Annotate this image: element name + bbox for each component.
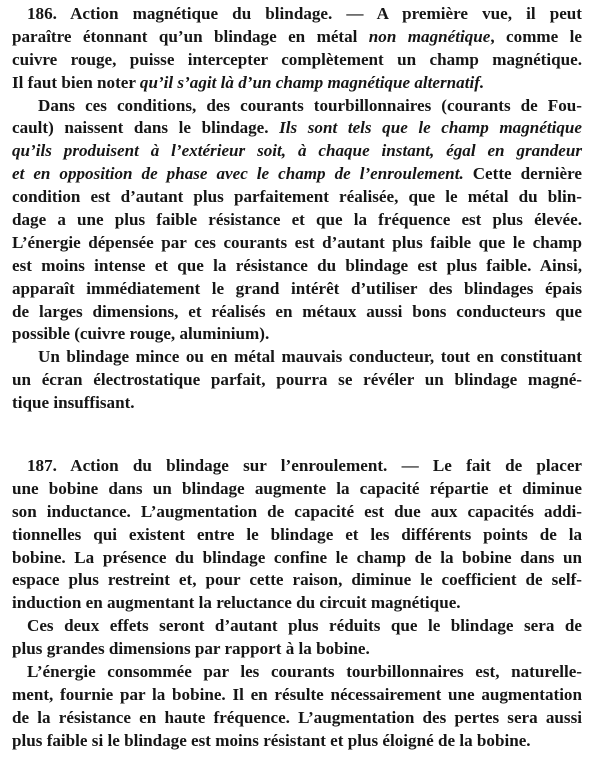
- text-line: [12, 478, 582, 501]
- body-text: cuivre rouge, puisse intercepter complètement un champ magnétique.: [12, 49, 582, 69]
- text-line: [12, 661, 582, 684]
- body-text: L’énergie dépensée par ces courants est d’autant plus faible que le champ: [12, 232, 582, 252]
- text-line: [12, 392, 582, 415]
- body-text: une bobine dans un blindage augmente la capacité répartie et diminue: [12, 478, 582, 498]
- body-text: tionnelles qui existent entre le blindage et les différents points de la: [12, 524, 582, 544]
- text-line: [12, 232, 582, 255]
- text-line: [12, 615, 582, 638]
- body-text: bobine. La présence du blindage confine le champ de la bobine dans un: [12, 547, 582, 567]
- emphasis-text: non magnétique: [368, 26, 491, 46]
- text-line: [12, 369, 582, 392]
- body-text: dage a une plus faible résistance et que la fréquence est plus élevée.: [12, 210, 582, 230]
- section-186: [12, 3, 582, 415]
- body-text: de larges dimensions, et réalisés en métaux aussi bons conducteurs que: [12, 301, 582, 321]
- text-line: [12, 547, 582, 570]
- text-line: [12, 501, 582, 524]
- body-text: Dans ces conditions, des courants tourbillonnaires (courants de Fou-: [38, 95, 582, 115]
- body-text: Il faut bien noter: [12, 72, 140, 92]
- body-text: tique insuffisant.: [12, 393, 135, 413]
- body-text: , comme le: [490, 26, 582, 46]
- text-line: [12, 638, 582, 661]
- text-line: [12, 707, 582, 730]
- text-line: [12, 95, 582, 118]
- section-heading: 186. Action magnétique du blindage.: [27, 4, 333, 23]
- body-text: condition est d’autant plus parfaitement réalisée, que le métal du blin-: [12, 187, 582, 207]
- body-text: un écran électrostatique parfait, pourra se révéler un blindage magné-: [12, 370, 582, 390]
- body-text: espace plus restreint et, pour cette raison, diminue le coefficient de self-: [12, 570, 582, 590]
- text-line: [12, 569, 582, 592]
- section-187: [12, 455, 582, 753]
- section-heading: 187. Action du blindage sur l’enroulement.: [27, 456, 388, 475]
- text-line: [12, 72, 582, 95]
- text-line: [12, 163, 582, 186]
- emphasis-text: qu’ils produisent à l’extérieur soit, à chaque instant, égal en grandeur: [12, 141, 582, 161]
- text-line: [12, 301, 582, 324]
- text-line: [12, 323, 582, 346]
- body-text: — Le fait de placer: [387, 456, 582, 475]
- text-line: [12, 455, 582, 478]
- text-line: [12, 117, 582, 140]
- body-text: de la résistance en haute fréquence. L’augmentation des pertes sera aussi: [12, 707, 582, 727]
- body-text: apparaît immédiatement le grand intérêt d’utiliser des blindages épais: [12, 278, 582, 298]
- body-text: Ces deux effets seront d’autant plus réduits que le blindage sera de: [27, 616, 582, 636]
- text-line: [12, 140, 582, 163]
- text-line: [12, 186, 582, 209]
- body-text: cault) naissent dans le blindage.: [12, 118, 280, 138]
- body-text: induction en augmentant la reluctance du circuit magnétique.: [12, 593, 461, 613]
- body-text: plus grandes dimensions par rapport à la bobine.: [12, 639, 370, 659]
- body-text: Un blindage mince ou en métal mauvais conducteur, tout en constituant: [38, 347, 582, 367]
- body-text: — A première vue, il peut: [332, 4, 582, 23]
- text-line: [12, 684, 582, 707]
- text-line: [12, 592, 582, 615]
- body-text: est moins intense et que la résistance du blindage est plus faible. Ainsi,: [12, 255, 582, 275]
- text-line: [12, 26, 582, 49]
- emphasis-text: et en opposition de phase avec le champ de l’enroulement.: [12, 164, 464, 184]
- text-line: [12, 49, 582, 72]
- body-text: son inductance. L’augmentation de capacité est due aux capacités addi-: [12, 501, 582, 521]
- body-text: possible (cuivre rouge, aluminium).: [12, 324, 270, 344]
- text-line: [12, 524, 582, 547]
- body-text: plus faible si le blindage est moins résistant et plus éloigné de la bobine.: [12, 730, 531, 750]
- emphasis-text: qu’il s’agit là d’un champ magnétique alternatif.: [139, 72, 485, 92]
- text-line: [12, 3, 582, 26]
- emphasis-text: Ils sont tels que le champ magnétique: [279, 118, 582, 138]
- body-text: ment, fournie par la bobine. Il en résulte nécessairement une augmentation: [12, 684, 582, 704]
- body-text: paraître étonnant qu’un blindage en métal: [12, 26, 369, 46]
- text-line: [12, 255, 582, 278]
- text-line: [12, 278, 582, 301]
- text-line: [12, 209, 582, 232]
- text-line: [12, 730, 582, 753]
- body-text: L’énergie consommée par les courants tourbillonnaires est, naturelle-: [27, 662, 582, 682]
- text-line: [12, 346, 582, 369]
- body-text: Cette dernière: [463, 164, 582, 184]
